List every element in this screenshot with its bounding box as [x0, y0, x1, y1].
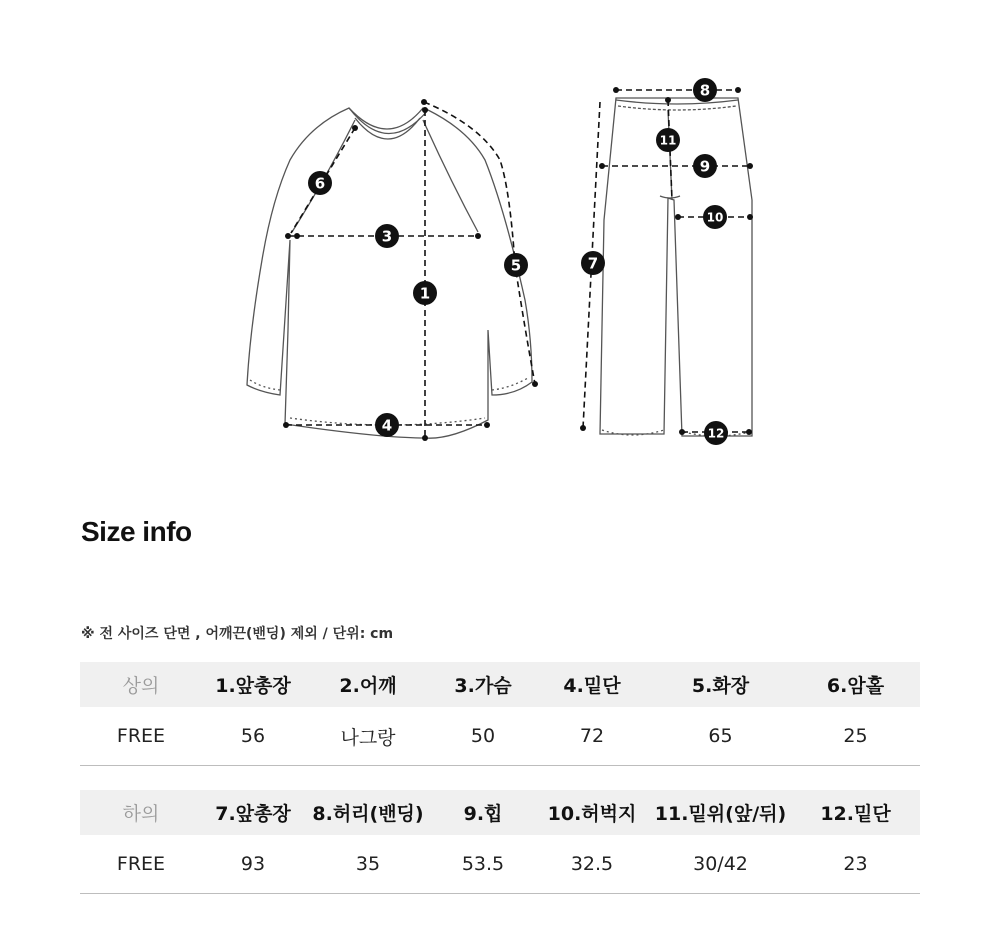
top-size-table [80, 662, 920, 766]
marker-9 [693, 154, 717, 178]
marker-8 [693, 78, 717, 102]
value-cell: 53.5 [461, 853, 505, 875]
header-cell: 11.밑위(앞/뒤) [654, 803, 787, 825]
value-cell: 56 [240, 725, 266, 747]
header-cell: 7.앞총장 [215, 803, 291, 825]
value-cell: 93 [240, 853, 266, 875]
value-cell: 72 [579, 725, 605, 747]
value-cell: 30/42 [693, 853, 748, 875]
marker-6 [308, 171, 332, 195]
top-garment-drawing [247, 108, 532, 438]
row-label: FREE [116, 853, 166, 875]
value-cell: 50 [470, 725, 496, 747]
size-diagram [0, 0, 1000, 460]
table-header-row [80, 790, 920, 835]
header-cell: 12.밑단 [820, 803, 891, 825]
measurement-note: ※ 전 사이즈 단면 , 어깨끈(밴딩) 제외 / 단위: cm [81, 626, 394, 642]
marker-12 [704, 421, 728, 445]
value-cell: 23 [843, 853, 868, 875]
category-label: 상의 [122, 675, 160, 697]
svg-text:9: 9 [699, 157, 711, 176]
svg-text:8: 8 [699, 81, 711, 100]
top-measure-dots [283, 99, 538, 441]
marker-4 [375, 413, 399, 437]
header-cell: 5.화장 [691, 675, 750, 697]
marker-1 [413, 281, 437, 305]
category-label: 하의 [122, 803, 160, 825]
header-cell: 1.앞총장 [215, 675, 291, 697]
svg-text:3: 3 [381, 227, 393, 246]
svg-text:11: 11 [659, 133, 677, 148]
marker-7 [581, 251, 605, 275]
svg-text:7: 7 [587, 254, 599, 273]
header-cell: 4.밑단 [563, 675, 621, 697]
size-info-title: Size info [81, 516, 192, 547]
svg-text:4: 4 [381, 416, 393, 435]
value-cell: 65 [708, 725, 733, 747]
bottom-size-table [80, 790, 920, 894]
value-cell: 32.5 [570, 853, 614, 875]
top-measure-lines [286, 102, 535, 438]
row-label: FREE [116, 725, 166, 747]
table-header-row [80, 662, 920, 707]
marker-3 [375, 224, 399, 248]
value-cell: 35 [355, 853, 381, 875]
table-row [80, 707, 920, 766]
header-cell: 10.허벅지 [547, 803, 637, 825]
table-row [80, 835, 920, 894]
value-cell: 나그랑 [340, 726, 396, 749]
header-cell: 9.힙 [463, 803, 503, 825]
svg-text:5: 5 [510, 256, 522, 275]
marker-5 [504, 253, 528, 277]
svg-text:1: 1 [419, 284, 431, 303]
value-cell: 25 [843, 725, 868, 747]
svg-text:12: 12 [707, 426, 725, 441]
svg-text:10: 10 [706, 210, 724, 225]
header-cell: 6.암홀 [826, 675, 885, 697]
header-cell: 8.허리(밴딩) [312, 803, 424, 825]
svg-text:6: 6 [314, 174, 326, 193]
marker-10 [703, 205, 727, 229]
garment-illustration [0, 0, 1000, 460]
header-cell: 2.어깨 [339, 675, 397, 697]
marker-11 [656, 128, 680, 152]
header-cell: 3.가슴 [454, 675, 512, 697]
